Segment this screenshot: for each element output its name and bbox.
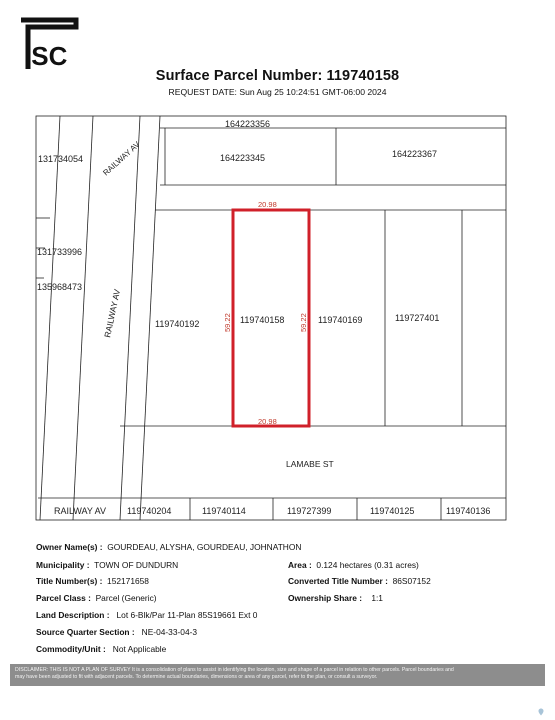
- ownership-share-row: [288, 593, 383, 603]
- area-value: 0.124 hectares (0.31 acres): [316, 560, 419, 570]
- parcel-top-1: 164223356: [225, 119, 271, 129]
- street-railway-upper: RAILWAY AV: [101, 139, 142, 178]
- converted-label: Converted Title Number :: [288, 576, 388, 586]
- parcel-bottom-1: 119740204: [127, 506, 172, 516]
- converted-title-row: [288, 576, 431, 586]
- title-label: Title Number(s) :: [36, 576, 103, 586]
- area-label: Area :: [288, 560, 312, 570]
- parcel-top-3: 164223367: [392, 149, 438, 159]
- parcel-left-1: 131734054: [38, 154, 84, 164]
- parcel-main-4: 119727401: [395, 313, 440, 323]
- parcel-left-3: 135968473: [37, 282, 83, 292]
- disclaimer-banner: [10, 664, 545, 686]
- street-railway-bottom: RAILWAY AV: [54, 506, 107, 516]
- request-date: REQUEST DATE: Sun Aug 25 10:24:51 GMT-06:00 2024: [168, 87, 387, 97]
- commodity-label: Commodity/Unit :: [36, 644, 106, 654]
- parcel-main-2: 119740158: [240, 315, 285, 325]
- municipality-label: Municipality :: [36, 560, 90, 570]
- municipality-value: TOWN OF DUNDURN: [94, 560, 179, 570]
- disclaimer-line-2: may have been adjusted to fit with adjacent parcels. To determine actual boundaries, dimensions or area of any parcel, refer to the plan, or consult a surveyor.: [15, 674, 378, 680]
- street-lamabe: LAMABE ST: [286, 459, 334, 469]
- dimension-left: 59.22: [223, 313, 232, 332]
- municipality-row: [36, 560, 178, 570]
- quarter-section-row: [36, 627, 197, 637]
- title-number-row: [36, 576, 149, 586]
- parcel-top-2: 164223345: [220, 153, 266, 163]
- parcel-main-3: 119740169: [318, 315, 363, 325]
- area-row: [288, 560, 419, 570]
- commodity-row: [36, 644, 166, 654]
- dimension-bottom: 20.98: [258, 417, 277, 426]
- street-railway-mid: RAILWAY AV: [102, 288, 123, 339]
- share-value: 1:1: [371, 593, 383, 603]
- disclaimer-line-1: DISCLAIMER: THIS IS NOT A PLAN OF SURVEY It is a consolidation of plans to assist in identifying the location, size and shape of a parcel in relation to other parcels. Parcel boundaries and: [15, 667, 454, 673]
- class-value: Parcel (Generic): [95, 593, 157, 603]
- commodity-value: Not Applicable: [112, 644, 167, 654]
- parcel-bottom-3: 119727399: [287, 506, 332, 516]
- dimension-right: 59.22: [299, 313, 308, 332]
- parcel-bottom-4: 119740125: [370, 506, 415, 516]
- converted-value: 86S07152: [392, 576, 431, 586]
- quarter-label: Source Quarter Section :: [36, 627, 135, 637]
- quarter-value: NE-04-33-04-3: [141, 627, 198, 637]
- parcel-bottom-5: 119740136: [446, 506, 491, 516]
- land-description-row: [36, 610, 257, 620]
- owner-label: Owner Name(s) :: [36, 542, 103, 552]
- logo-text: ISC: [24, 41, 68, 71]
- parcel-left-2: 131733996: [37, 247, 83, 257]
- owner-value: GOURDEAU, ALYSHA, GOURDEAU, JOHNATHON: [107, 542, 302, 552]
- parcel-main-1: 119740192: [155, 319, 200, 329]
- class-label: Parcel Class :: [36, 593, 91, 603]
- page-title: Surface Parcel Number: 119740158: [155, 68, 400, 84]
- parcel-bottom-2: 119740114: [202, 506, 246, 516]
- owner-row: [36, 542, 301, 552]
- parcel-class-row: [36, 593, 157, 603]
- share-label: Ownership Share :: [288, 593, 362, 603]
- land-label: Land Description :: [36, 610, 110, 620]
- land-value: Lot 6-Blk/Par 11-Plan 85S19661 Ext 0: [116, 610, 258, 620]
- dimension-top: 20.98: [258, 200, 277, 209]
- title-value: 152171658: [107, 576, 149, 586]
- location-pin-icon: [538, 708, 544, 716]
